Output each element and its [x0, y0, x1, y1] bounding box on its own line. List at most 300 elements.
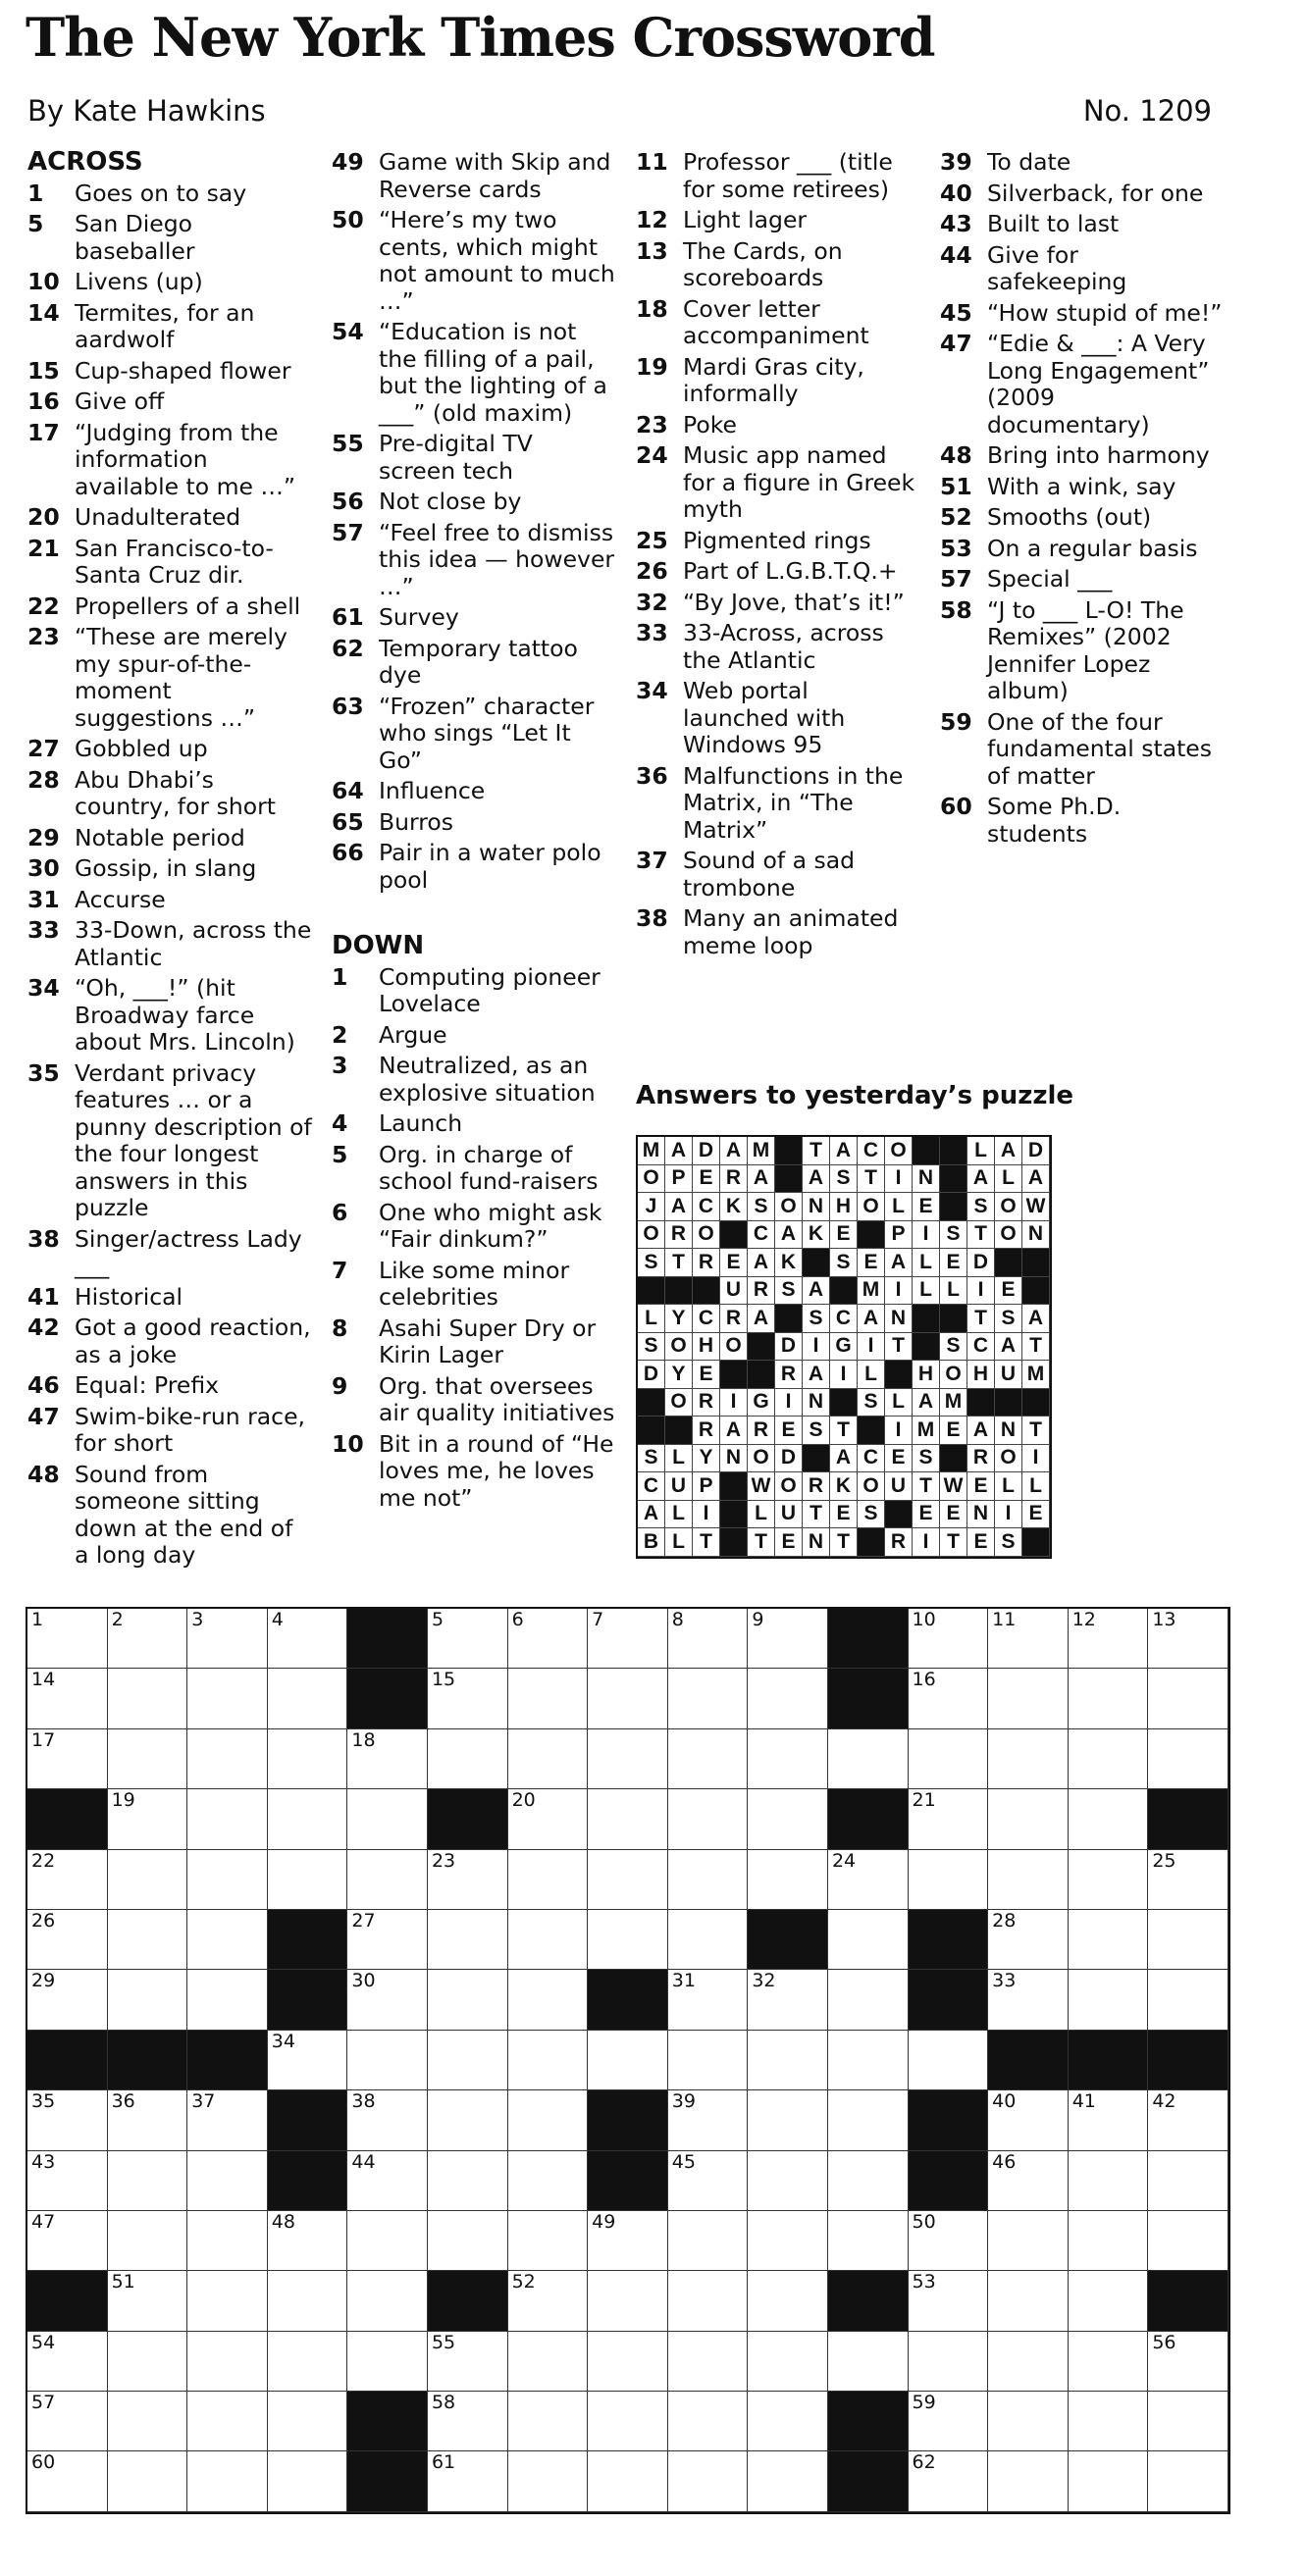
grid-cell[interactable] [988, 1910, 1069, 1970]
clue-item[interactable] [636, 296, 920, 350]
clue-item[interactable] [332, 1142, 616, 1196]
grid-cell[interactable] [748, 1729, 828, 1789]
grid-cell[interactable] [428, 1729, 508, 1789]
grid-cell[interactable] [108, 1970, 188, 2030]
grid-cell[interactable] [668, 2392, 749, 2451]
grid-cell[interactable] [909, 2392, 989, 2451]
clue-item[interactable] [332, 520, 616, 601]
clue-text: Pair in a water polo pool [379, 839, 601, 894]
grid-cell[interactable] [909, 1789, 989, 1849]
clue-item[interactable] [636, 528, 920, 555]
clue-item[interactable] [940, 180, 1225, 208]
cell-number: 10 [912, 1609, 936, 1630]
answer-cell: L [638, 1305, 665, 1333]
clue-item[interactable] [27, 269, 312, 296]
clue-item[interactable] [940, 211, 1225, 238]
grid-cell[interactable] [588, 1910, 668, 1970]
answer-cell: S [858, 1501, 885, 1529]
answer-black-square [858, 1221, 885, 1250]
grid-cell[interactable] [668, 2090, 749, 2150]
grid-cell[interactable] [27, 2451, 108, 2511]
grid-cell[interactable] [668, 2211, 749, 2271]
grid-cell[interactable] [588, 1609, 668, 1669]
grid-cell[interactable] [988, 2451, 1069, 2511]
clue-item[interactable] [332, 1431, 616, 1513]
grid-cell[interactable] [268, 2211, 348, 2271]
grid-cell[interactable] [588, 2451, 668, 2511]
grid-cell[interactable] [508, 1729, 589, 1789]
grid-cell[interactable] [988, 1729, 1069, 1789]
grid-cell[interactable] [187, 2451, 268, 2511]
grid-cell[interactable] [748, 1609, 828, 1669]
grid-cell[interactable] [508, 2451, 589, 2511]
clue-item[interactable] [27, 736, 312, 763]
grid-cell[interactable] [748, 1669, 828, 1728]
clue-item[interactable] [940, 300, 1225, 328]
clue-number: 38 [27, 1224, 60, 1253]
clue-item[interactable] [332, 319, 616, 427]
clue-item[interactable] [27, 1060, 312, 1222]
clue-item[interactable] [332, 1053, 616, 1107]
clue-number: 52 [940, 503, 972, 531]
grid-cell[interactable] [428, 1970, 508, 2030]
grid-cell[interactable] [1148, 2090, 1228, 2150]
grid-cell[interactable] [748, 1789, 828, 1849]
grid-cell[interactable] [347, 1970, 428, 2030]
grid-cell[interactable] [668, 2332, 749, 2392]
clue-item[interactable] [27, 825, 312, 852]
grid-cell[interactable] [1069, 1789, 1149, 1849]
grid-cell[interactable] [108, 2392, 188, 2451]
clue-item[interactable] [27, 975, 312, 1056]
grid-cell[interactable] [588, 1729, 668, 1789]
clue-item[interactable] [940, 504, 1225, 532]
grid-cell[interactable] [668, 2031, 749, 2090]
grid-cell[interactable] [1148, 1910, 1228, 1970]
clue-text: Part of L.G.B.T.Q.+ [683, 557, 898, 585]
clue-item[interactable] [636, 905, 920, 959]
grid-cell[interactable] [1148, 2211, 1228, 2271]
grid-cell[interactable] [508, 1789, 589, 1849]
grid-cell[interactable] [347, 2271, 428, 2331]
grid-cell[interactable] [909, 2211, 989, 2271]
clue-text: Web portal launched with Windows 95 [683, 677, 846, 758]
clue-item[interactable] [27, 1462, 312, 1570]
clue-item[interactable] [332, 489, 616, 516]
clue-item[interactable] [27, 211, 312, 265]
clue-item[interactable] [940, 597, 1225, 705]
clue-text: Equal: Prefix [75, 1371, 220, 1399]
grid-cell[interactable] [588, 2392, 668, 2451]
clue-item[interactable] [27, 1284, 312, 1312]
grid-cell[interactable] [1069, 2451, 1149, 2511]
grid-cell[interactable] [27, 1910, 108, 1970]
answer-cell: D [775, 1445, 803, 1473]
grid-cell[interactable] [347, 1910, 428, 1970]
clue-text: Asahi Super Dry or Kirin Lager [379, 1314, 597, 1368]
cell-number: 1 [31, 1609, 44, 1630]
grid-cell[interactable] [1148, 1609, 1228, 1669]
grid-cell[interactable] [428, 2031, 508, 2090]
grid-cell[interactable] [428, 1609, 508, 1669]
clue-item[interactable] [636, 763, 920, 845]
grid-cell[interactable] [108, 2211, 188, 2271]
clue-item[interactable] [27, 855, 312, 883]
grid-cell[interactable] [748, 2271, 828, 2331]
grid-cell[interactable] [909, 2031, 989, 2090]
answer-cell: E [858, 1249, 885, 1277]
grid-cell[interactable] [1148, 1729, 1228, 1789]
grid-cell[interactable] [1148, 2451, 1228, 2511]
clue-item[interactable] [27, 300, 312, 354]
grid-cell[interactable] [1148, 1850, 1228, 1910]
clue-item[interactable] [332, 964, 616, 1018]
grid-cell[interactable] [748, 2392, 828, 2451]
grid-cell[interactable] [428, 2211, 508, 2271]
grid-cell[interactable] [187, 1850, 268, 1910]
grid-cell[interactable] [187, 1789, 268, 1849]
grid-cell[interactable] [909, 1669, 989, 1728]
clue-item[interactable] [27, 388, 312, 416]
grid-cell[interactable] [187, 2392, 268, 2451]
crossword-grid[interactable] [26, 1607, 1230, 2514]
clue-item[interactable] [940, 709, 1225, 791]
grid-cell[interactable] [268, 1789, 348, 1849]
clue-item[interactable] [27, 504, 312, 532]
grid-cell[interactable] [428, 2332, 508, 2392]
grid-cell[interactable] [988, 2392, 1069, 2451]
answer-cell: M [1022, 1361, 1050, 1389]
clue-item[interactable] [940, 242, 1225, 296]
grid-cell[interactable] [108, 1910, 188, 1970]
clue-item[interactable] [27, 1314, 312, 1368]
grid-cell[interactable] [108, 2271, 188, 2331]
grid-cell[interactable] [1148, 1669, 1228, 1728]
clue-item[interactable] [332, 636, 616, 690]
grid-cell[interactable] [268, 1669, 348, 1728]
grid-cell[interactable] [668, 1910, 749, 1970]
grid-cell[interactable] [187, 2090, 268, 2150]
grid-cell[interactable] [27, 2090, 108, 2150]
grid-cell[interactable] [988, 1609, 1069, 1669]
grid-cell[interactable] [347, 2031, 428, 2090]
clue-item[interactable] [940, 442, 1225, 470]
answer-black-square [720, 1221, 748, 1250]
grid-cell[interactable] [909, 1609, 989, 1669]
clue-item[interactable] [940, 149, 1225, 177]
grid-cell[interactable] [108, 2451, 188, 2511]
grid-cell[interactable] [27, 2332, 108, 2392]
cell-number: 55 [431, 2331, 456, 2353]
clue-item[interactable] [636, 442, 920, 524]
grid-cell[interactable] [1069, 2151, 1149, 2211]
grid-cell[interactable] [268, 2271, 348, 2331]
answer-cell: O [995, 1445, 1022, 1473]
grid-cell[interactable] [508, 2031, 589, 2090]
grid-cell[interactable] [27, 1669, 108, 1728]
grid-cell[interactable] [1069, 1910, 1149, 1970]
grid-cell[interactable] [108, 2332, 188, 2392]
clue-item[interactable] [332, 1200, 616, 1254]
grid-cell[interactable] [268, 2031, 348, 2090]
grid-cell[interactable] [508, 1970, 589, 2030]
grid-cell[interactable] [828, 2332, 909, 2392]
grid-cell[interactable] [988, 1970, 1069, 2030]
clue-item[interactable] [27, 917, 312, 971]
answer-cell: A [720, 1137, 748, 1165]
grid-cell[interactable] [508, 2271, 589, 2331]
clue-item[interactable] [332, 604, 616, 632]
clue-item[interactable] [636, 558, 920, 586]
grid-cell[interactable] [187, 1669, 268, 1728]
grid-cell[interactable] [428, 2392, 508, 2451]
grid-cell[interactable] [428, 1669, 508, 1728]
grid-cell[interactable] [828, 1729, 909, 1789]
grid-cell[interactable] [668, 2451, 749, 2511]
grid-cell[interactable] [1069, 2211, 1149, 2271]
grid-cell[interactable] [428, 2090, 508, 2150]
grid-cell[interactable] [268, 1729, 348, 1789]
clue-item[interactable] [332, 1315, 616, 1369]
clue-item[interactable] [940, 566, 1225, 593]
clue-item[interactable] [636, 678, 920, 759]
clue-item[interactable] [332, 778, 616, 805]
grid-cell[interactable] [748, 2451, 828, 2511]
grid-cell[interactable] [508, 2090, 589, 2150]
clue-item[interactable] [27, 358, 312, 386]
grid-cell[interactable] [347, 2211, 428, 2271]
grid-cell[interactable] [1069, 2332, 1149, 2392]
grid-cell[interactable] [828, 2151, 909, 2211]
clue-item[interactable] [940, 536, 1225, 563]
clue-item[interactable] [636, 238, 920, 292]
grid-cell[interactable] [347, 1789, 428, 1849]
grid-cell[interactable] [508, 2151, 589, 2211]
clue-item[interactable] [27, 180, 312, 208]
grid-cell[interactable] [588, 2271, 668, 2331]
cell-number: 51 [111, 2271, 135, 2293]
grid-cell[interactable] [988, 1850, 1069, 1910]
clue-item[interactable] [332, 1373, 616, 1427]
clue-number: 5 [332, 1140, 348, 1168]
grid-cell[interactable] [1148, 2332, 1228, 2392]
clue-item[interactable] [27, 887, 312, 914]
clue-item[interactable] [940, 794, 1225, 848]
clue-item[interactable] [636, 207, 920, 234]
clue-number: 33 [27, 916, 60, 944]
grid-cell[interactable] [988, 2271, 1069, 2331]
grid-cell[interactable] [668, 1669, 749, 1728]
grid-cell[interactable] [588, 2211, 668, 2271]
grid-cell[interactable] [428, 2151, 508, 2211]
grid-cell[interactable] [1069, 2392, 1149, 2451]
grid-cell[interactable] [748, 1970, 828, 2030]
grid-cell[interactable] [1069, 1669, 1149, 1728]
clue-item[interactable] [332, 694, 616, 775]
grid-cell[interactable] [1069, 1729, 1149, 1789]
cell-number: 46 [992, 2150, 1017, 2173]
grid-cell[interactable] [988, 2090, 1069, 2150]
grid-cell[interactable] [748, 1850, 828, 1910]
grid-cell[interactable] [1069, 1850, 1149, 1910]
clue-item[interactable] [636, 848, 920, 902]
grid-cell[interactable] [909, 2332, 989, 2392]
clue-item[interactable] [940, 474, 1225, 501]
grid-cell[interactable] [828, 1910, 909, 1970]
grid-cell[interactable] [27, 1609, 108, 1669]
grid-cell[interactable] [108, 1609, 188, 1669]
grid-cell[interactable] [828, 1850, 909, 1910]
grid-cell[interactable] [909, 2451, 989, 2511]
grid-cell[interactable] [268, 2392, 348, 2451]
grid-cell[interactable] [428, 2451, 508, 2511]
grid-cell[interactable] [988, 2332, 1069, 2392]
clue-item[interactable] [636, 590, 920, 617]
grid-cell[interactable] [347, 2151, 428, 2211]
grid-cell[interactable] [909, 1850, 989, 1910]
clue-item[interactable] [332, 1110, 616, 1138]
grid-cell[interactable] [668, 2151, 749, 2211]
clue-item[interactable] [940, 331, 1225, 438]
grid-cell[interactable] [668, 1970, 749, 2030]
grid-cell[interactable] [588, 2031, 668, 2090]
grid-cell[interactable] [988, 1789, 1069, 1849]
grid-cell[interactable] [268, 1850, 348, 1910]
grid-cell[interactable] [187, 1609, 268, 1669]
clue-item[interactable] [636, 412, 920, 439]
grid-cell[interactable] [187, 2151, 268, 2211]
grid-cell[interactable] [108, 2151, 188, 2211]
grid-cell[interactable] [748, 2332, 828, 2392]
cell-number: 16 [912, 1669, 936, 1691]
grid-cell[interactable] [988, 2151, 1069, 2211]
grid-cell[interactable] [27, 1729, 108, 1789]
grid-cell[interactable] [508, 2392, 589, 2451]
grid-cell[interactable] [268, 2332, 348, 2392]
grid-cell[interactable] [909, 1729, 989, 1789]
grid-cell[interactable] [27, 1850, 108, 1910]
grid-cell[interactable] [108, 2090, 188, 2150]
grid-cell[interactable] [668, 1789, 749, 1849]
grid-cell[interactable] [748, 2151, 828, 2211]
answer-cell: E [940, 1249, 967, 1277]
grid-cell[interactable] [508, 1609, 589, 1669]
grid-cell[interactable] [748, 2031, 828, 2090]
grid-cell[interactable] [588, 1669, 668, 1728]
grid-cell[interactable] [347, 1850, 428, 1910]
answer-black-square [720, 1361, 748, 1389]
grid-cell[interactable] [828, 1970, 909, 2030]
grid-cell[interactable] [428, 1850, 508, 1910]
grid-cell[interactable] [187, 1910, 268, 1970]
grid-cell[interactable] [108, 1789, 188, 1849]
clue-item[interactable] [332, 149, 616, 203]
grid-cell[interactable] [187, 1729, 268, 1789]
clue-item[interactable] [27, 536, 312, 590]
black-square [748, 1910, 828, 1970]
grid-cell[interactable] [1069, 2090, 1149, 2150]
grid-cell[interactable] [268, 1609, 348, 1669]
clue-item[interactable] [27, 767, 312, 821]
grid-cell[interactable] [187, 2271, 268, 2331]
grid-cell[interactable] [108, 1669, 188, 1728]
clue-item[interactable] [636, 354, 920, 408]
grid-cell[interactable] [187, 1970, 268, 2030]
clue-item[interactable] [27, 1226, 312, 1280]
grid-cell[interactable] [187, 2332, 268, 2392]
clue-item[interactable] [27, 1404, 312, 1458]
cell-number: 28 [992, 1909, 1017, 1932]
clue-item[interactable] [332, 809, 616, 837]
grid-cell[interactable] [1069, 2271, 1149, 2331]
grid-cell[interactable] [1148, 2392, 1228, 2451]
grid-cell[interactable] [1069, 1609, 1149, 1669]
grid-cell[interactable] [668, 1609, 749, 1669]
grid-cell[interactable] [508, 1910, 589, 1970]
grid-cell[interactable] [27, 2392, 108, 2451]
grid-cell[interactable] [27, 2211, 108, 2271]
grid-cell[interactable] [268, 2451, 348, 2511]
grid-cell[interactable] [828, 2090, 909, 2150]
clue-item[interactable] [27, 593, 312, 621]
grid-cell[interactable] [828, 2031, 909, 2090]
cell-number: 4 [271, 1609, 284, 1630]
grid-cell[interactable] [508, 1669, 589, 1728]
grid-cell[interactable] [668, 2271, 749, 2331]
grid-cell[interactable] [347, 2332, 428, 2392]
grid-cell[interactable] [588, 1789, 668, 1849]
grid-cell[interactable] [508, 1850, 589, 1910]
grid-cell[interactable] [828, 2211, 909, 2271]
grid-cell[interactable] [1148, 1970, 1228, 2030]
down-clues-column-3 [636, 149, 920, 963]
grid-cell[interactable] [588, 1850, 668, 1910]
clue-item[interactable] [332, 1258, 616, 1312]
grid-cell[interactable] [668, 1850, 749, 1910]
clue-item[interactable] [27, 1372, 312, 1400]
grid-cell[interactable] [748, 2090, 828, 2150]
clue-item[interactable] [636, 149, 920, 203]
clue-item[interactable] [332, 207, 616, 315]
clue-item[interactable] [27, 624, 312, 732]
grid-cell[interactable] [668, 1729, 749, 1789]
grid-cell[interactable] [187, 2211, 268, 2271]
grid-cell[interactable] [1069, 1970, 1149, 2030]
grid-cell[interactable] [508, 2211, 589, 2271]
grid-cell[interactable] [347, 2090, 428, 2150]
grid-cell[interactable] [27, 1970, 108, 2030]
grid-cell[interactable] [428, 1910, 508, 1970]
grid-cell[interactable] [748, 2211, 828, 2271]
grid-cell[interactable] [27, 2151, 108, 2211]
grid-cell[interactable] [508, 2332, 589, 2392]
grid-cell[interactable] [909, 2271, 989, 2331]
grid-cell[interactable] [108, 1850, 188, 1910]
grid-cell[interactable] [347, 1729, 428, 1789]
grid-cell[interactable] [588, 2332, 668, 2392]
grid-cell[interactable] [988, 1669, 1069, 1728]
grid-cell[interactable] [1148, 2151, 1228, 2211]
clue-item[interactable] [27, 420, 312, 501]
answer-black-square [1022, 1249, 1050, 1277]
clue-item[interactable] [332, 431, 616, 485]
clue-item[interactable] [332, 1022, 616, 1050]
clue-item[interactable] [636, 620, 920, 674]
grid-cell[interactable] [108, 1729, 188, 1789]
grid-cell[interactable] [988, 2211, 1069, 2271]
clue-text: Got a good reaction, as a joke [75, 1314, 311, 1368]
clue-item[interactable] [332, 840, 616, 894]
